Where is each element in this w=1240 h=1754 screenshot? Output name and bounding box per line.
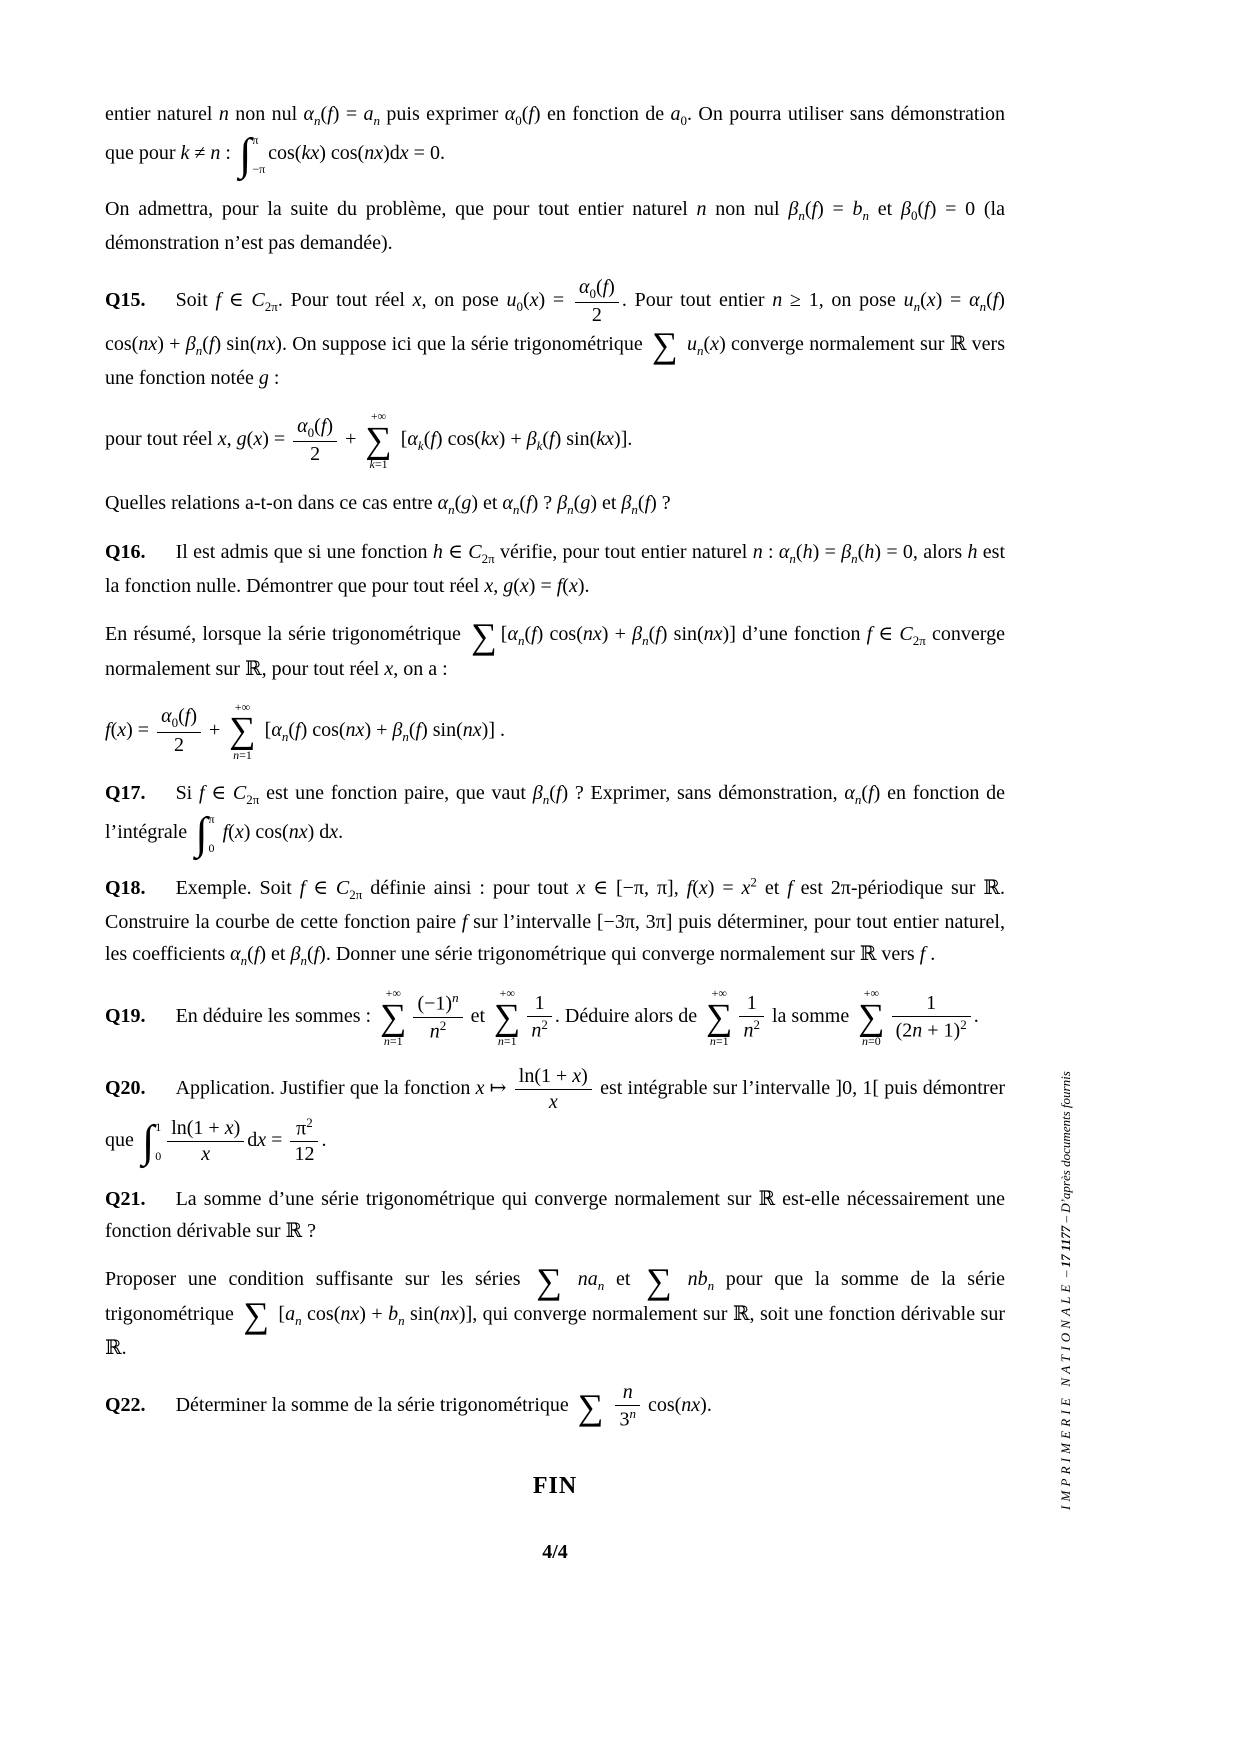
- paragraph-q21-suite: Proposer une condition suffisante sur les séries ∑ $na_n$ et ∑ $nb_n$ pour que la somme de la série trigonométrique ∑ [$a_n$ $\cos(nx) + b_n$ sin(nx)], qui converge normalement sur ℝ, soit une fonction dérivable sur ℝ.: [105, 1260, 1006, 1360]
- imprint-note-label: D’après documents fournis: [1058, 1071, 1073, 1213]
- paragraph-resume: En résumé, lorsque la série trigonométrique ∑ [$\alpha_n(f) \cos(nx) + \beta_n(f)$ sin(nx)] d’une fonction f ∈ $C_{2\pi}$ converge normalement sur ℝ, pour tout réel x, on a :: [105, 615, 1005, 680]
- paragraph-q22: Q22. Déterminer la somme de la série trigonométrique ∑ $\frac{n}{3^n}$ cos(nx).: [105, 1381, 712, 1432]
- imprint-vertical-text: [1058, 1030, 1074, 1510]
- paragraph-intro-2: On admettra, pour la suite du problème, que pour tout entier naturel n non nul $\beta_n(f) = b_n$ et $\beta_0(f) = 0$ (la démonstration n’est pas demandée).: [105, 197, 1005, 254]
- paragraph-q16: Q16. Il est admis que si une fonction h ∈ $C_{2\pi}$ vérifie, pour tout entier naturel n : $\alpha_n(h) = \beta_n(h) = 0$, alors h est la fonction nulle. Démontrer que pour tout réel x, g(x) = f(x).: [105, 541, 1006, 598]
- fin-label: FIN: [532, 1473, 578, 1500]
- imprint-code-label: 17 1177: [1058, 1225, 1073, 1268]
- page-number: 4/4: [542, 1540, 568, 1563]
- imprint-separator: –: [1058, 1267, 1073, 1281]
- paragraph-q17: Q17. Si f ∈ $C_{2\pi}$ est une fonction paire, que vaut $\beta_n(f)$ ? Exprimer, sans démonstration, $\alpha_n(f)$ en fonction de l’intégrale ∫ π 0 f(x) cos(nx) dx.: [105, 782, 1005, 858]
- paragraph-intro-1: entier naturel n non nul $\alpha_n(f) = a_n$ puis exprimer $\alpha_0(f)$ en fonction de $a_0$. On pourra utiliser sans démonstration que pour k ≠ n : ∫ π −π cos(kx) cos(nx)dx = 0.: [105, 103, 1006, 179]
- paragraph-q15-question: Quelles relations a-t-on dans ce cas entre $\alpha_n(g)$ et $\alpha_n(f)$ ? $\beta_n(g)$ et $\beta_n(f)$ ?: [105, 491, 671, 517]
- paragraph-q15: Q15. Soit f ∈ $C_{2\pi}$. Pour tout réel x, on pose $u_0(x)$ = $\frac{\alpha_0(f)}{2}$ . Pour tout entier n ≥ 1, on pose $u_n(x) = \alpha_n(f) \cos(nx) + \beta_n(f)$ sin(nx). On suppose ici que la série trigonométrique ∑ $u_n(x)$ converge normalement sur ℝ vers une fonction notée g :: [105, 275, 1005, 390]
- paragraph-q21: Q21. La somme d’une série trigonométrique qui converge normalement sur ℝ est-elle nécessairement une fonction dérivable sur ℝ ?: [105, 1188, 1005, 1243]
- paragraph-q20: Q20. Application. Justifier que la fonction x ↦ $\frac{\ln(1 + x)}{x}$ est intégrable sur l’intervalle ]0, 1[ puis démontrer que ∫ 1 0 $\frac{\ln(1 + x)}{x}$ dx = $\frac{\pi^2}{12}$ .: [105, 1064, 1005, 1166]
- paragraph-q18: Q18. Exemple. Soit f ∈ $C_{2\pi}$ définie ainsi : pour tout x ∈ [−π, π], $f(x) = x^2$ et f est 2π-périodique sur ℝ. Construire la courbe de cette fonction paire f sur l’intervalle [−3π, 3π] puis déterminer, pour tout entier naturel, les coefficients $\alpha_n(f)$ et $\beta_n(f)$. Donner une série trigonométrique qui converge normalement sur ℝ vers f .: [105, 874, 1005, 968]
- imprint-separator-2: –: [1058, 1212, 1073, 1226]
- equation-g: pour tout réel x, g(x) = $\frac{\alpha_0(f)}{2}$ + +∞ ∑ k=1 [$\alpha_k(f) \cos(kx) + \beta_k(f)$ sin(kx)].: [105, 409, 633, 472]
- equation-f: f(x) = $\frac{\alpha_0(f)}{2}$ + +∞ ∑ n=1 [$\alpha_n(f) \cos(nx) + \beta_n(f)$ sin(nx)] .: [105, 699, 505, 762]
- imprint-publisher-label: IMPRIMERIE NATIONALE: [1058, 1280, 1073, 1510]
- paragraph-q19: Q19. En déduire les sommes : +∞ ∑ n=1 $\frac{(-1)^n}{n^2}$ et +∞ ∑ n=1 $\frac{1}{n^2}$ . Déduire alors de +∞ ∑ n=1 $\frac{1}{n^2}$ la somme +∞ ∑ n=0 $\frac{1}{(2n + 1)^2}$ .: [105, 986, 979, 1049]
- exam-content: [105, 98, 1005, 1568]
